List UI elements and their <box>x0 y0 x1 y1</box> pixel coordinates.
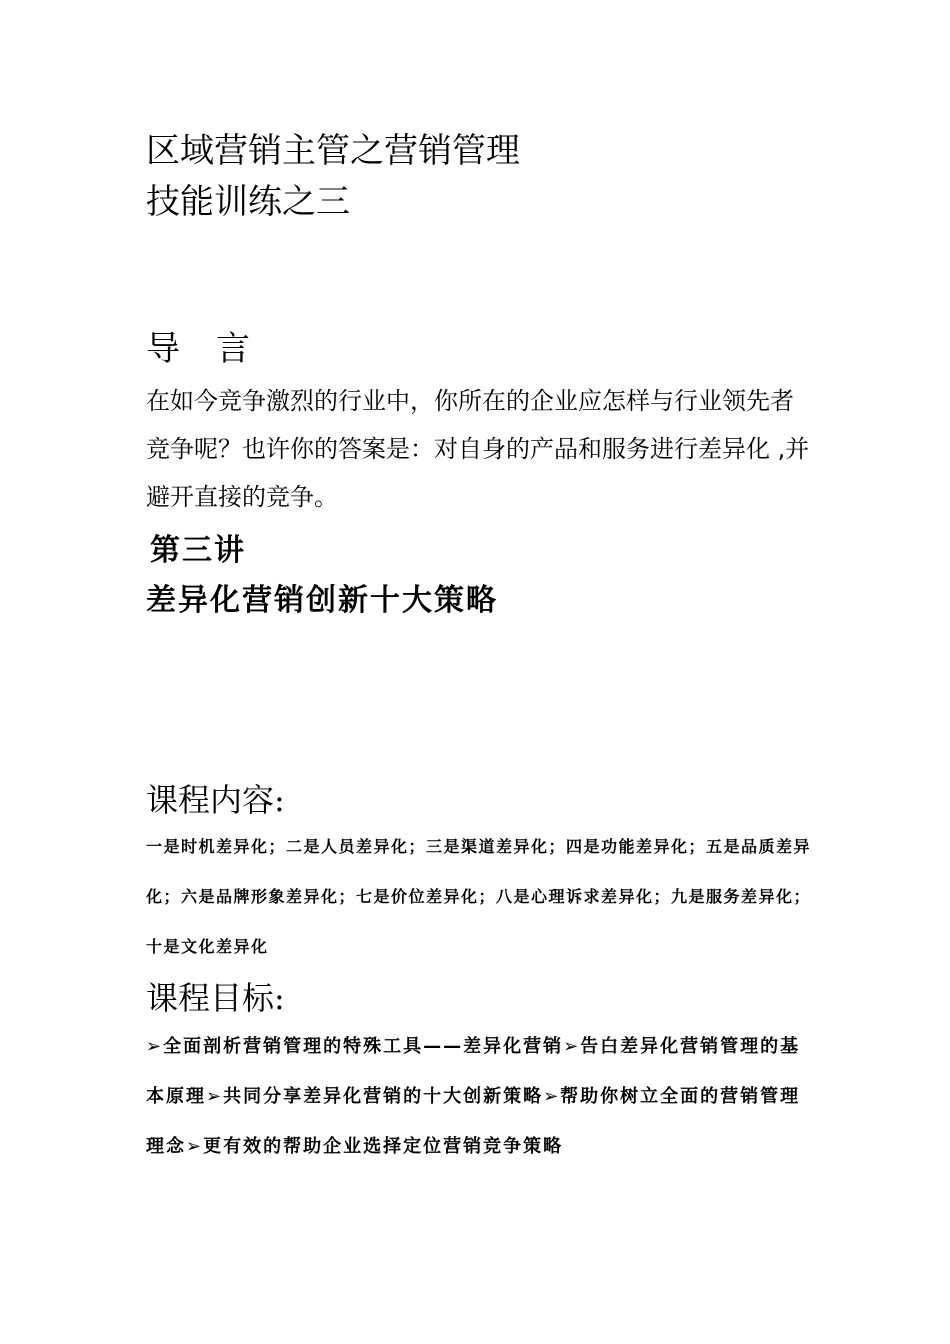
course-content-paragraph: 一是时机差异化；二是人员差异化；三是渠道差异化；四是功能差异化；五是品质差异化；六是品牌形象差异化；七是价位差异化；八是心理诉求差异化；九是服务差异化；十是文化差异化 <box>146 837 812 956</box>
course-content-heading: 课程内容: <box>146 781 285 819</box>
intro-heading-char-1: 导 <box>146 329 180 369</box>
document-title-line-2: 技能训练之三 <box>146 182 350 222</box>
intro-heading <box>146 329 250 369</box>
intro-paragraph: 在如今竞争激烈的行业中，你所在的企业应怎样与行业领先者竞争呢？也许你的答案是：对自身的产品和服务进行差异化 ,并避开直接的竞争。 <box>146 387 810 511</box>
lecture-number: 第三讲 <box>150 533 246 568</box>
intro-heading-char-2: 言 <box>216 329 250 369</box>
course-goals-paragraph: ➢全面剖析营销管理的特殊工具——差异化营销➢告白差异化营销管理的基本原理➢共同分享差异化营销的十大创新策略➢帮助你树立全面的营销管理理念➢更有效的帮助企业选择定位营销竞争策略 <box>146 1036 801 1157</box>
course-goals-heading: 课程目标: <box>146 979 285 1017</box>
document-title-line-1: 区域营销主管之营销管理 <box>146 131 520 171</box>
lecture-title: 差异化营销创新十大策略 <box>146 583 498 618</box>
